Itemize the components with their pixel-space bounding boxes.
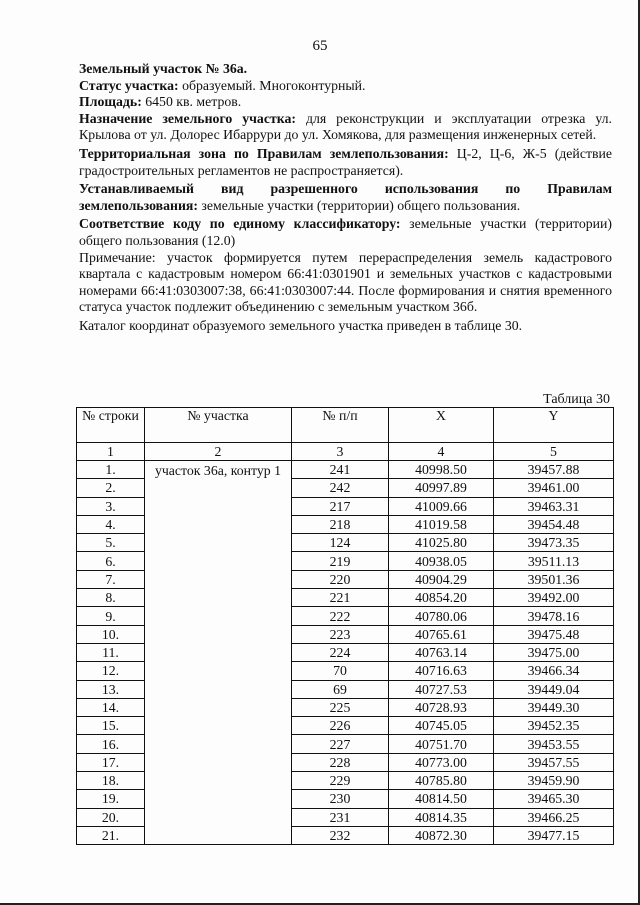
x-coordinate-cell: 40716.63 xyxy=(389,662,494,680)
parcel-purpose: Назначение земельного участка: для реконструкции и эксплуатации отрезка ул. Крылова от ул. Долорес Ибаррури до ул. Хомякова, для размещения инженерных сетей. xyxy=(79,110,612,143)
x-coordinate-cell: 40997.89 xyxy=(389,479,494,497)
row-number-cell: 13. xyxy=(77,680,145,698)
permitted-usage: Устанавливаемый вид разрешенного использования по Правилам землепользования: земельные участки (территории) общего пользования. xyxy=(79,181,612,213)
point-number-cell: 223 xyxy=(292,625,389,643)
row-number-cell: 21. xyxy=(77,826,145,844)
column-number: 2 xyxy=(145,443,292,461)
y-coordinate-cell: 39452.35 xyxy=(494,717,614,735)
row-number-cell: 4. xyxy=(77,515,145,533)
column-number: 4 xyxy=(389,443,494,461)
x-coordinate-cell: 41019.58 xyxy=(389,515,494,533)
x-coordinate-cell: 40728.93 xyxy=(389,698,494,716)
x-coordinate-cell: 40814.35 xyxy=(389,808,494,826)
point-number-cell: 232 xyxy=(292,826,389,844)
table-row xyxy=(77,461,614,479)
header-row-number: № строки xyxy=(77,408,145,443)
point-number-cell: 225 xyxy=(292,698,389,716)
point-number-cell: 231 xyxy=(292,808,389,826)
point-number-cell: 220 xyxy=(292,570,389,588)
y-coordinate-cell: 39459.90 xyxy=(494,772,614,790)
point-number-cell: 230 xyxy=(292,790,389,808)
row-number-cell: 12. xyxy=(77,662,145,680)
row-number-cell: 17. xyxy=(77,753,145,771)
parcel-name-cell: участок 36а, контур 1 xyxy=(145,461,292,845)
point-number-cell: 217 xyxy=(292,497,389,515)
row-number-cell: 6. xyxy=(77,552,145,570)
classifier-code: Соответствие коду по единому классификатору: земельные участки (территории) общего пользования (12.0) xyxy=(79,216,612,248)
row-number-cell: 5. xyxy=(77,534,145,552)
y-coordinate-cell: 39475.48 xyxy=(494,625,614,643)
point-number-cell: 69 xyxy=(292,680,389,698)
y-coordinate-cell: 39477.15 xyxy=(494,826,614,844)
x-coordinate-cell: 40745.05 xyxy=(389,717,494,735)
column-number: 1 xyxy=(77,443,145,461)
y-coordinate-cell: 39501.36 xyxy=(494,570,614,588)
y-coordinate-cell: 39475.00 xyxy=(494,643,614,661)
point-number-cell: 70 xyxy=(292,662,389,680)
parcel-title: Земельный участок № 36а. xyxy=(79,61,248,76)
point-number-cell: 124 xyxy=(292,534,389,552)
row-number-cell: 11. xyxy=(77,643,145,661)
point-number-cell: 219 xyxy=(292,552,389,570)
point-number-cell: 229 xyxy=(292,772,389,790)
row-number-cell: 18. xyxy=(77,772,145,790)
row-number-cell: 16. xyxy=(77,735,145,753)
y-coordinate-cell: 39461.00 xyxy=(494,479,614,497)
point-number-cell: 224 xyxy=(292,643,389,661)
x-coordinate-cell: 40727.53 xyxy=(389,680,494,698)
y-coordinate-cell: 39466.34 xyxy=(494,662,614,680)
parcel-note: Примечание: участок формируется путем перераспределения земель кадастрового квартала с кадастровым номером 66:41:0301901 и земельных участков с кадастровыми номерами 66:41:0303007:38, 66:41:0303007:44. После формирования и снятия временного статуса участок подлежит объединению с земельным участком 36б. xyxy=(79,249,612,315)
row-number-cell: 9. xyxy=(77,607,145,625)
y-coordinate-cell: 39454.48 xyxy=(494,515,614,533)
row-number-cell: 14. xyxy=(77,698,145,716)
row-number-cell: 3. xyxy=(77,497,145,515)
page-number: 65 xyxy=(312,38,328,54)
x-coordinate-cell: 41009.66 xyxy=(389,497,494,515)
column-number: 3 xyxy=(292,443,389,461)
x-coordinate-cell: 40998.50 xyxy=(389,461,494,479)
parcel-description xyxy=(79,61,612,335)
point-number-cell: 227 xyxy=(292,735,389,753)
y-coordinate-cell: 39473.35 xyxy=(494,534,614,552)
point-number-cell: 241 xyxy=(292,461,389,479)
x-coordinate-cell: 40751.70 xyxy=(389,735,494,753)
x-coordinate-cell: 40765.61 xyxy=(389,625,494,643)
territorial-zone: Территориальная зона по Правилам землепользования: Ц-2, Ц-6, Ж-5 (действие градостроительных регламентов не распространяется). xyxy=(79,145,612,178)
table-header-row xyxy=(77,408,614,443)
coordinates-table-body xyxy=(77,461,614,845)
y-coordinate-cell: 39465.30 xyxy=(494,790,614,808)
x-coordinate-cell: 40780.06 xyxy=(389,607,494,625)
row-number-cell: 8. xyxy=(77,589,145,607)
catalog-reference: Каталог координат образуемого земельного участка приведен в таблице 30. xyxy=(79,317,523,333)
header-y: Y xyxy=(494,408,614,443)
row-number-cell: 2. xyxy=(77,479,145,497)
row-number-cell: 19. xyxy=(77,790,145,808)
point-number-cell: 222 xyxy=(292,607,389,625)
point-number-cell: 221 xyxy=(292,589,389,607)
x-coordinate-cell: 40854.20 xyxy=(389,589,494,607)
y-coordinate-cell: 39478.16 xyxy=(494,607,614,625)
x-coordinate-cell: 40785.80 xyxy=(389,772,494,790)
y-coordinate-cell: 39453.55 xyxy=(494,735,614,753)
y-coordinate-cell: 39511.13 xyxy=(494,552,614,570)
header-parcel-number: № участка xyxy=(145,408,292,443)
table-caption: Таблица 30 xyxy=(543,392,610,407)
x-coordinate-cell: 41025.80 xyxy=(389,534,494,552)
y-coordinate-cell: 39449.04 xyxy=(494,680,614,698)
y-coordinate-cell: 39449.30 xyxy=(494,698,614,716)
parcel-area: Площадь: 6450 кв. метров. xyxy=(79,94,242,110)
header-x: X xyxy=(389,408,494,443)
row-number-cell: 1. xyxy=(77,461,145,479)
row-number-cell: 15. xyxy=(77,717,145,735)
y-coordinate-cell: 39457.88 xyxy=(494,461,614,479)
x-coordinate-cell: 40904.29 xyxy=(389,570,494,588)
y-coordinate-cell: 39466.25 xyxy=(494,808,614,826)
y-coordinate-cell: 39463.31 xyxy=(494,497,614,515)
column-number-row xyxy=(77,443,614,461)
y-coordinate-cell: 39457.55 xyxy=(494,753,614,771)
point-number-cell: 242 xyxy=(292,479,389,497)
x-coordinate-cell: 40773.00 xyxy=(389,753,494,771)
coordinates-table xyxy=(76,407,614,845)
point-number-cell: 218 xyxy=(292,515,389,533)
x-coordinate-cell: 40872.30 xyxy=(389,826,494,844)
point-number-cell: 226 xyxy=(292,717,389,735)
point-number-cell: 228 xyxy=(292,753,389,771)
parcel-status: Статус участка: образуемый. Многоконтурный. xyxy=(79,77,366,93)
x-coordinate-cell: 40938.05 xyxy=(389,552,494,570)
row-number-cell: 7. xyxy=(77,570,145,588)
column-number: 5 xyxy=(494,443,614,461)
x-coordinate-cell: 40763.14 xyxy=(389,643,494,661)
row-number-cell: 10. xyxy=(77,625,145,643)
x-coordinate-cell: 40814.50 xyxy=(389,790,494,808)
y-coordinate-cell: 39492.00 xyxy=(494,589,614,607)
header-point-number: № п/п xyxy=(292,408,389,443)
row-number-cell: 20. xyxy=(77,808,145,826)
